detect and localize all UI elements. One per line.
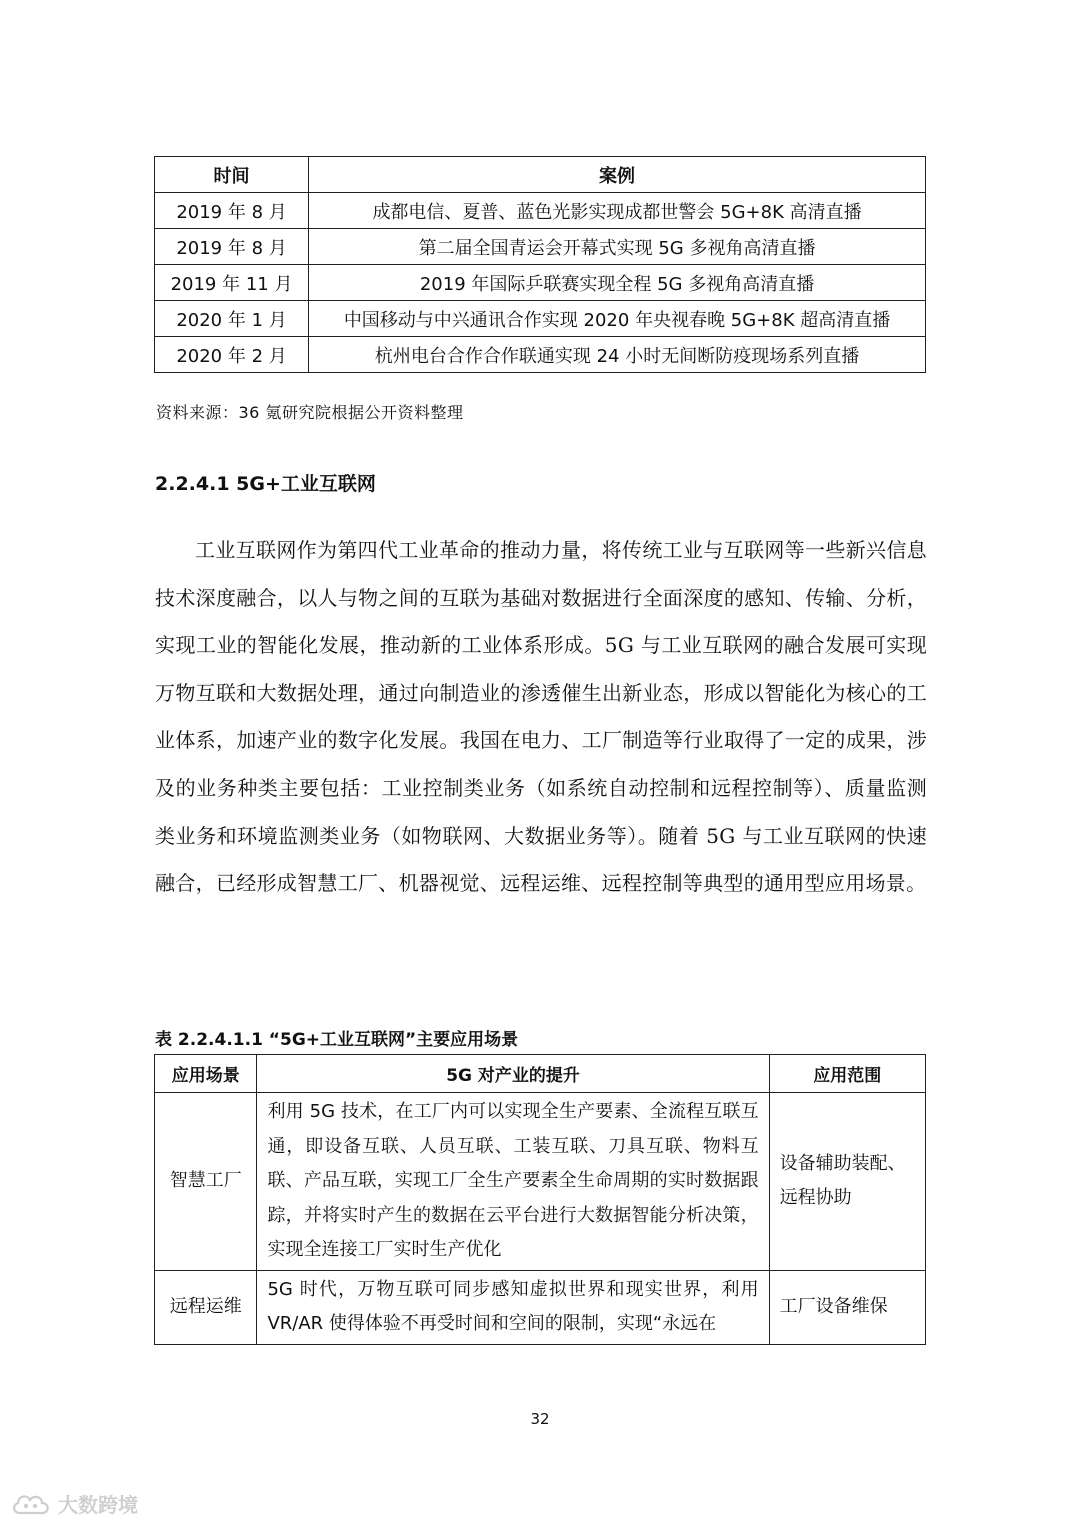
table-row	[155, 301, 926, 337]
live-broadcast-cases-table	[154, 156, 926, 373]
cell-case: 中国移动与中兴通讯合作实现 2020 年央视春晚 5G+8K 超高清直播	[309, 301, 926, 337]
table-row	[155, 229, 926, 265]
cell-time: 2019 年 8 月	[155, 229, 309, 265]
table-row	[155, 1270, 926, 1344]
cell-time: 2020 年 1 月	[155, 301, 309, 337]
table-header-row	[155, 157, 926, 193]
cell-scene: 智慧工厂	[155, 1093, 257, 1271]
cell-time: 2019 年 11 月	[155, 265, 309, 301]
cell-range: 设备辅助装配、远程协助	[769, 1093, 925, 1271]
source-note: 资料来源：36 氪研究院根据公开资料整理	[156, 403, 464, 422]
table-caption: 表 2.2.4.1.1 “5G+工业互联网”主要应用场景	[155, 1030, 519, 1050]
cell-case: 杭州电台合作合作联通实现 24 小时无间断防疫现场系列直播	[309, 337, 926, 373]
watermark	[10, 1489, 138, 1518]
cell-case: 第二届全国青运会开幕式实现 5G 多视角高清直播	[309, 229, 926, 265]
column-header-case: 案例	[309, 157, 926, 193]
cell-case: 2019 年国际乒联赛实现全程 5G 多视角高清直播	[309, 265, 926, 301]
cloud-logo-icon	[10, 1491, 52, 1517]
cell-promotion: 利用 5G 技术，在工厂内可以实现全生产要素、全流程互联互通，即设备互联、人员互联、工装互联、刀具互联、物料互联、产品互联，实现工厂全生产要素全生命周期的实时数据跟踪，并将实时产生的数据在云平台进行大数据智能分析决策，实现全连接工厂实时生产优化	[257, 1093, 769, 1271]
cell-scene: 远程运维	[155, 1270, 257, 1344]
cell-time: 2019 年 8 月	[155, 193, 309, 229]
cell-time: 2020 年 2 月	[155, 337, 309, 373]
column-header-promotion: 5G 对产业的提升	[257, 1055, 769, 1093]
table-row	[155, 265, 926, 301]
industrial-internet-scenarios-table	[154, 1054, 926, 1345]
table-row	[155, 193, 926, 229]
column-header-range: 应用范围	[769, 1055, 925, 1093]
body-paragraph: 工业互联网作为第四代工业革命的推动力量，将传统工业与互联网等一些新兴信息技术深度融合，以人与物之间的互联为基础对数据进行全面深度的感知、传输、分析，实现工业的智能化发展，推动新的工业体系形成。5G 与工业互联网的融合发展可实现万物互联和大数据处理，通过向制造业的渗透催生出新业态，形成以智能化为核心的工业体系，加速产业的数字化发展。我国在电力、工厂制造等行业取得了一定的成果，涉及的业务种类主要包括：工业控制类业务（如系统自动控制和远程控制等）、质量监测类业务和环境监测类业务（如物联网、大数据业务等）。随着 5G 与工业互联网的快速融合，已经形成智慧工厂、机器视觉、远程运维、远程控制等典型的通用型应用场景。	[155, 538, 927, 896]
table-row	[155, 1093, 926, 1271]
section-heading: 2.2.4.1 5G+工业互联网	[155, 473, 376, 495]
table-row	[155, 337, 926, 373]
table-header-row	[155, 1055, 926, 1093]
cell-range: 工厂设备维保	[769, 1270, 925, 1344]
column-header-time: 时间	[155, 157, 309, 193]
cell-case: 成都电信、夏普、蓝色光影实现成都世警会 5G+8K 高清直播	[309, 193, 926, 229]
page-number: 32	[530, 1410, 550, 1428]
cell-promotion: 5G 时代，万物互联可同步感知虚拟世界和现实世界，利用 VR/AR 使得体验不再受时间和空间的限制，实现“永远在	[257, 1270, 769, 1344]
column-header-scene: 应用场景	[155, 1055, 257, 1093]
watermark-text: 大数跨境	[58, 1493, 138, 1517]
